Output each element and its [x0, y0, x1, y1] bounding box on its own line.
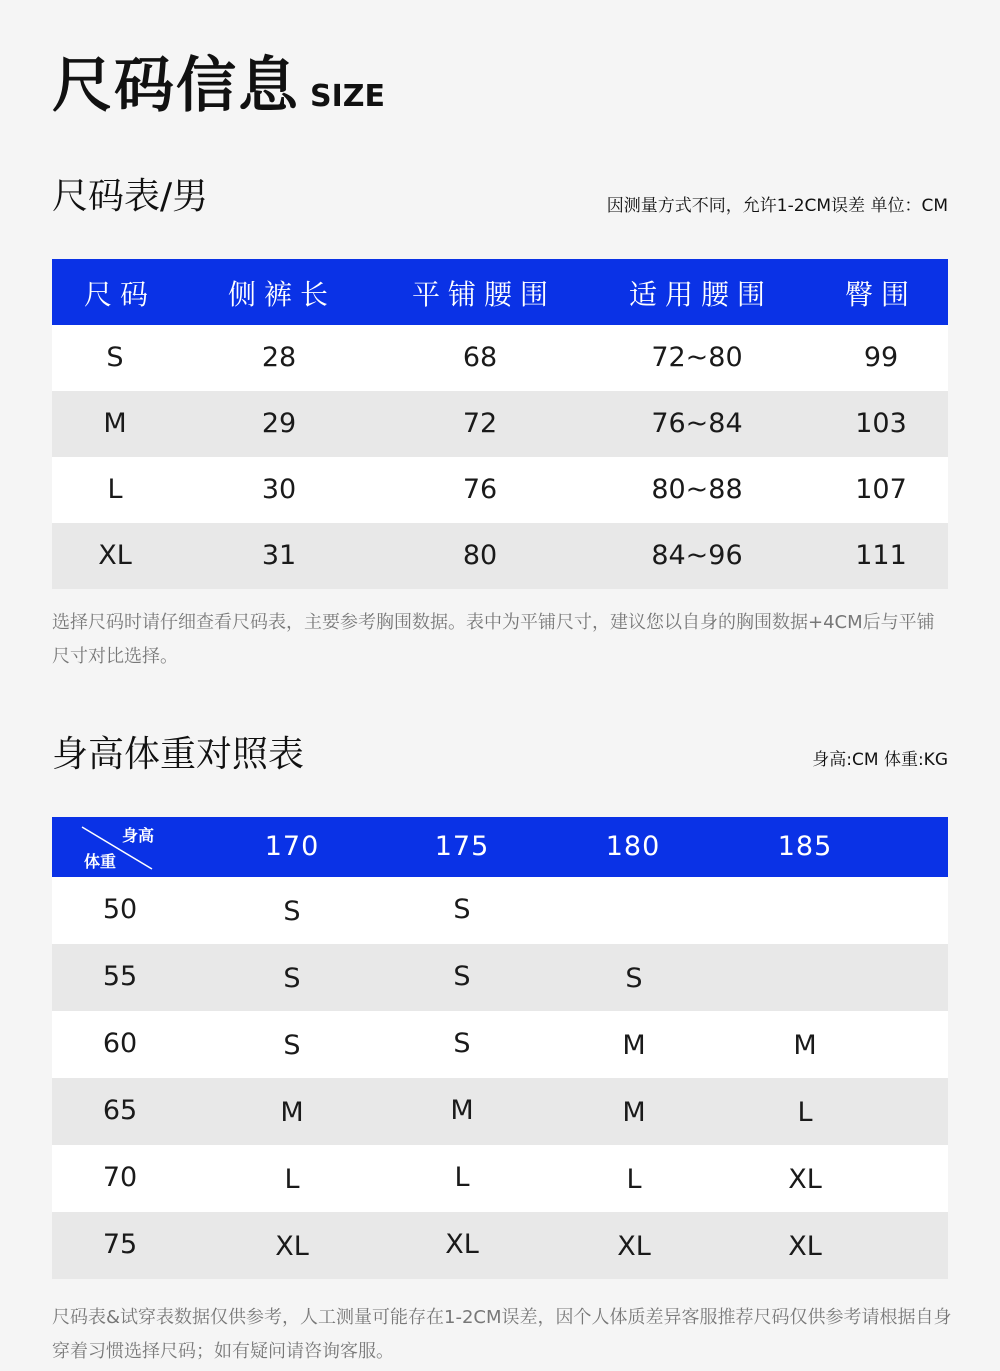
- size-table: [52, 259, 948, 589]
- table-cell: 72: [462, 408, 498, 439]
- table-cell: S: [283, 896, 301, 927]
- weight-cell: 60: [102, 1028, 138, 1059]
- header-height-175: 175: [434, 831, 490, 862]
- table-row: [52, 944, 948, 1011]
- table-cell: 28: [261, 342, 297, 373]
- table-cell: 30: [261, 474, 297, 505]
- table-cell: L: [454, 1162, 470, 1193]
- table-cell: S: [106, 342, 124, 373]
- table-row: [52, 877, 948, 944]
- table-row: [52, 1011, 948, 1078]
- page-title-en: SIZE: [310, 79, 386, 114]
- table-cell: XL: [445, 1229, 479, 1260]
- table-cell: 72~80: [651, 342, 743, 373]
- table-cell: XL: [788, 1231, 822, 1262]
- table-cell: 76~84: [651, 408, 743, 439]
- table-cell: L: [797, 1097, 813, 1128]
- table-row: [52, 457, 948, 523]
- weight-cell: 70: [102, 1162, 138, 1193]
- table-row: [52, 325, 948, 391]
- table-cell: 31: [261, 540, 297, 571]
- header-hip: 臀围: [844, 278, 918, 311]
- weight-cell: 65: [102, 1095, 138, 1126]
- bw-table-note: 身高:CM 体重:KG: [812, 750, 948, 770]
- size-table-title: 尺码表/男: [52, 176, 209, 217]
- table-cell: 80~88: [651, 474, 743, 505]
- header-height-180: 180: [605, 831, 661, 862]
- table-row: [52, 1212, 948, 1279]
- corner-height-label: 身高: [122, 826, 155, 845]
- table-row: [52, 1078, 948, 1145]
- bw-table-footnote: 尺码表&试穿表数据仅供参考，人工测量可能存在1-2CM误差，因个人体质差异客服推荐尺码仅供参考请根据自身穿着习惯选择尺码；如有疑问请咨询客服。: [52, 1307, 952, 1362]
- table-cell: S: [283, 963, 301, 994]
- table-row: [52, 523, 948, 589]
- header-fit-waist: 适用腰围: [628, 278, 774, 311]
- table-cell: M: [280, 1097, 304, 1128]
- table-cell: 99: [863, 342, 899, 373]
- table-cell: 103: [855, 408, 907, 439]
- bw-table-title: 身高体重对照表: [52, 734, 305, 775]
- header-side-length: 侧裤长: [227, 278, 337, 311]
- height-weight-table: [52, 817, 948, 1279]
- table-cell: 68: [462, 342, 498, 373]
- table-cell: XL: [617, 1231, 651, 1262]
- table-cell: XL: [788, 1164, 822, 1195]
- table-cell: M: [450, 1095, 474, 1126]
- header-flat-waist: 平铺腰围: [411, 278, 557, 311]
- table-cell: 84~96: [651, 540, 743, 571]
- table-cell: 29: [261, 408, 297, 439]
- size-table-footnote: 选择尺码时请仔细查看尺码表，主要参考胸围数据。表中为平铺尺寸，建议您以自身的胸围数据+4CM后与平铺尺寸对比选择。: [52, 612, 935, 667]
- weight-cell: 50: [102, 894, 138, 925]
- table-cell: M: [793, 1030, 817, 1061]
- header-corner: [52, 817, 162, 877]
- bw-table-header: [52, 817, 948, 877]
- weight-cell: 75: [102, 1229, 138, 1260]
- table-cell: L: [284, 1164, 300, 1195]
- table-cell: 80: [462, 540, 498, 571]
- table-cell: M: [622, 1030, 646, 1061]
- table-cell: S: [283, 1030, 301, 1061]
- corner-weight-label: 体重: [84, 852, 117, 871]
- page-title-cn: 尺码信息: [52, 51, 300, 121]
- table-cell: L: [626, 1164, 642, 1195]
- table-cell: S: [453, 1028, 471, 1059]
- table-cell: S: [453, 894, 471, 925]
- table-cell: S: [453, 961, 471, 992]
- table-cell: M: [622, 1097, 646, 1128]
- table-cell: 76: [462, 474, 498, 505]
- header-height-185: 185: [777, 831, 833, 862]
- table-row: [52, 391, 948, 457]
- size-table-note: 因测量方式不同，允许1-2CM误差 单位：CM: [606, 196, 948, 216]
- table-row: [52, 1145, 948, 1212]
- page-title: [52, 38, 385, 124]
- table-cell: 107: [855, 474, 907, 505]
- size-table-header: [52, 259, 948, 325]
- table-cell: S: [625, 963, 643, 994]
- table-cell: L: [107, 474, 123, 505]
- header-height-170: 170: [264, 831, 320, 862]
- table-cell: 111: [855, 540, 907, 571]
- table-cell: M: [103, 408, 127, 439]
- header-size: 尺码: [83, 278, 157, 311]
- table-cell: XL: [98, 540, 132, 571]
- weight-cell: 55: [102, 961, 138, 992]
- table-cell: XL: [275, 1231, 309, 1262]
